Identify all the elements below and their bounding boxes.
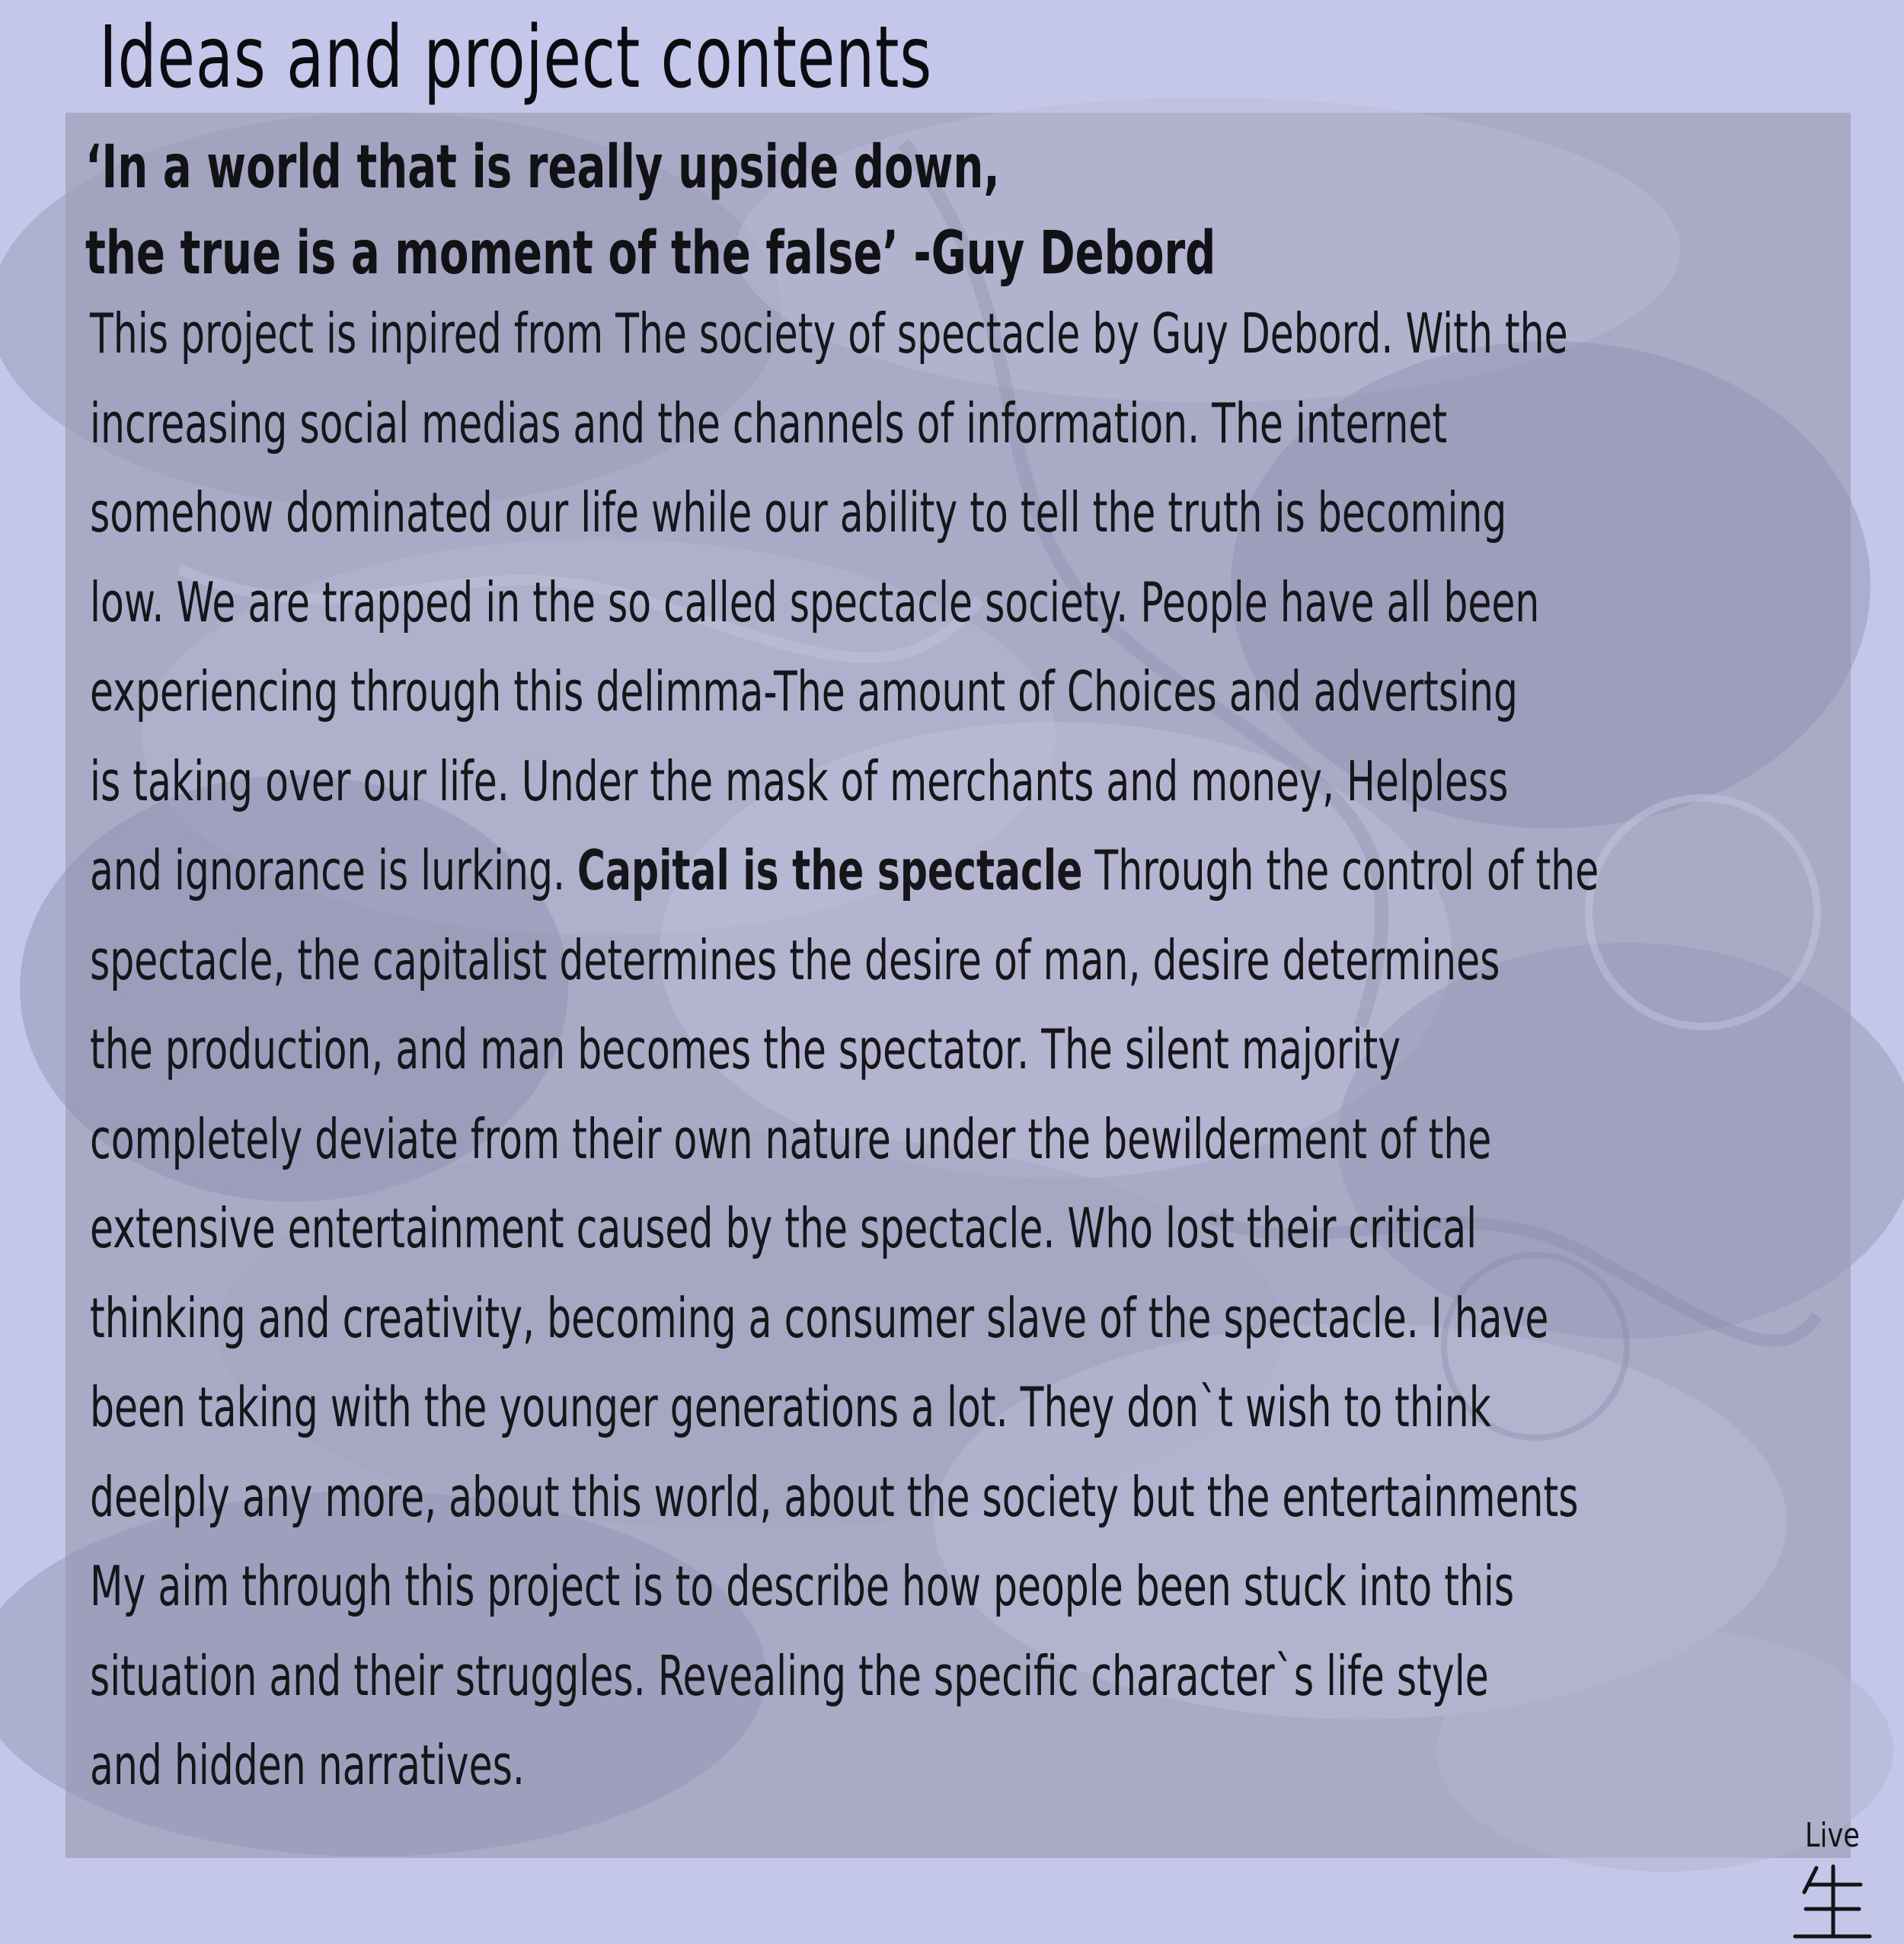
content-panel [65,113,1860,1858]
sheng-character-icon [1791,1860,1874,1944]
body-text-run: Through the control of the [1082,838,1599,902]
stamp-label: Live [1805,1816,1860,1855]
body-line: been taking with the younger generations a lot. They don`t wish to think [90,1375,1491,1439]
live-stamp [1791,1815,1874,1944]
quote-attribution-line: the true is a moment of the false’ -Guy Debord [85,219,1216,288]
body-line-with-emphasis [90,826,1599,916]
body-line: extensive entertainment caused by the spectacle. Who lost their critical [90,1196,1478,1260]
page-title: Ideas and project contents [99,8,932,107]
body-line: is taking over our life. Under the mask of merchants and money, Helpless [90,749,1509,813]
body-line: increasing social medias and the channels of information. The internet [90,391,1448,455]
body-line: experiencing through this delimma-The amount of Choices and advertsing [90,659,1519,723]
body-line: deelply any more, about this world, about the society but the entertainments [90,1464,1579,1529]
body-line: My aim through this project is to describe how people been stuck into this [90,1554,1515,1618]
body-line: This project is inpired from The society of spectacle by Guy Debord. With the [90,302,1568,365]
body-line: spectacle, the capitalist determines the desire of man, desire determines [90,927,1500,992]
body-line: completely deviate from their own nature under the bewilderment of the [90,1106,1492,1171]
body-line: situation and their struggles. Revealing the specific character`s life style [90,1643,1489,1708]
body-text-run: and ignorance is lurking. [90,838,578,902]
body-line: thinking and creativity, becoming a consumer slave of the spectacle. I have [90,1285,1549,1350]
body-line: the production, and man becomes the spectator. The silent majority [90,1017,1401,1081]
quote-line: ‘In a world that is really upside down, [85,133,1000,202]
quote [85,125,1216,297]
body-paragraph [90,289,1599,1811]
body-line: somehow dominated our life while our ability to tell the truth is becoming [90,480,1507,544]
body-line: and hidden narratives. [90,1733,525,1797]
body-line: low. We are trapped in the so called spectacle society. People have all been [90,570,1540,634]
emphasis-capital-is-the-spectacle: Capital is the spectacle [577,838,1083,902]
